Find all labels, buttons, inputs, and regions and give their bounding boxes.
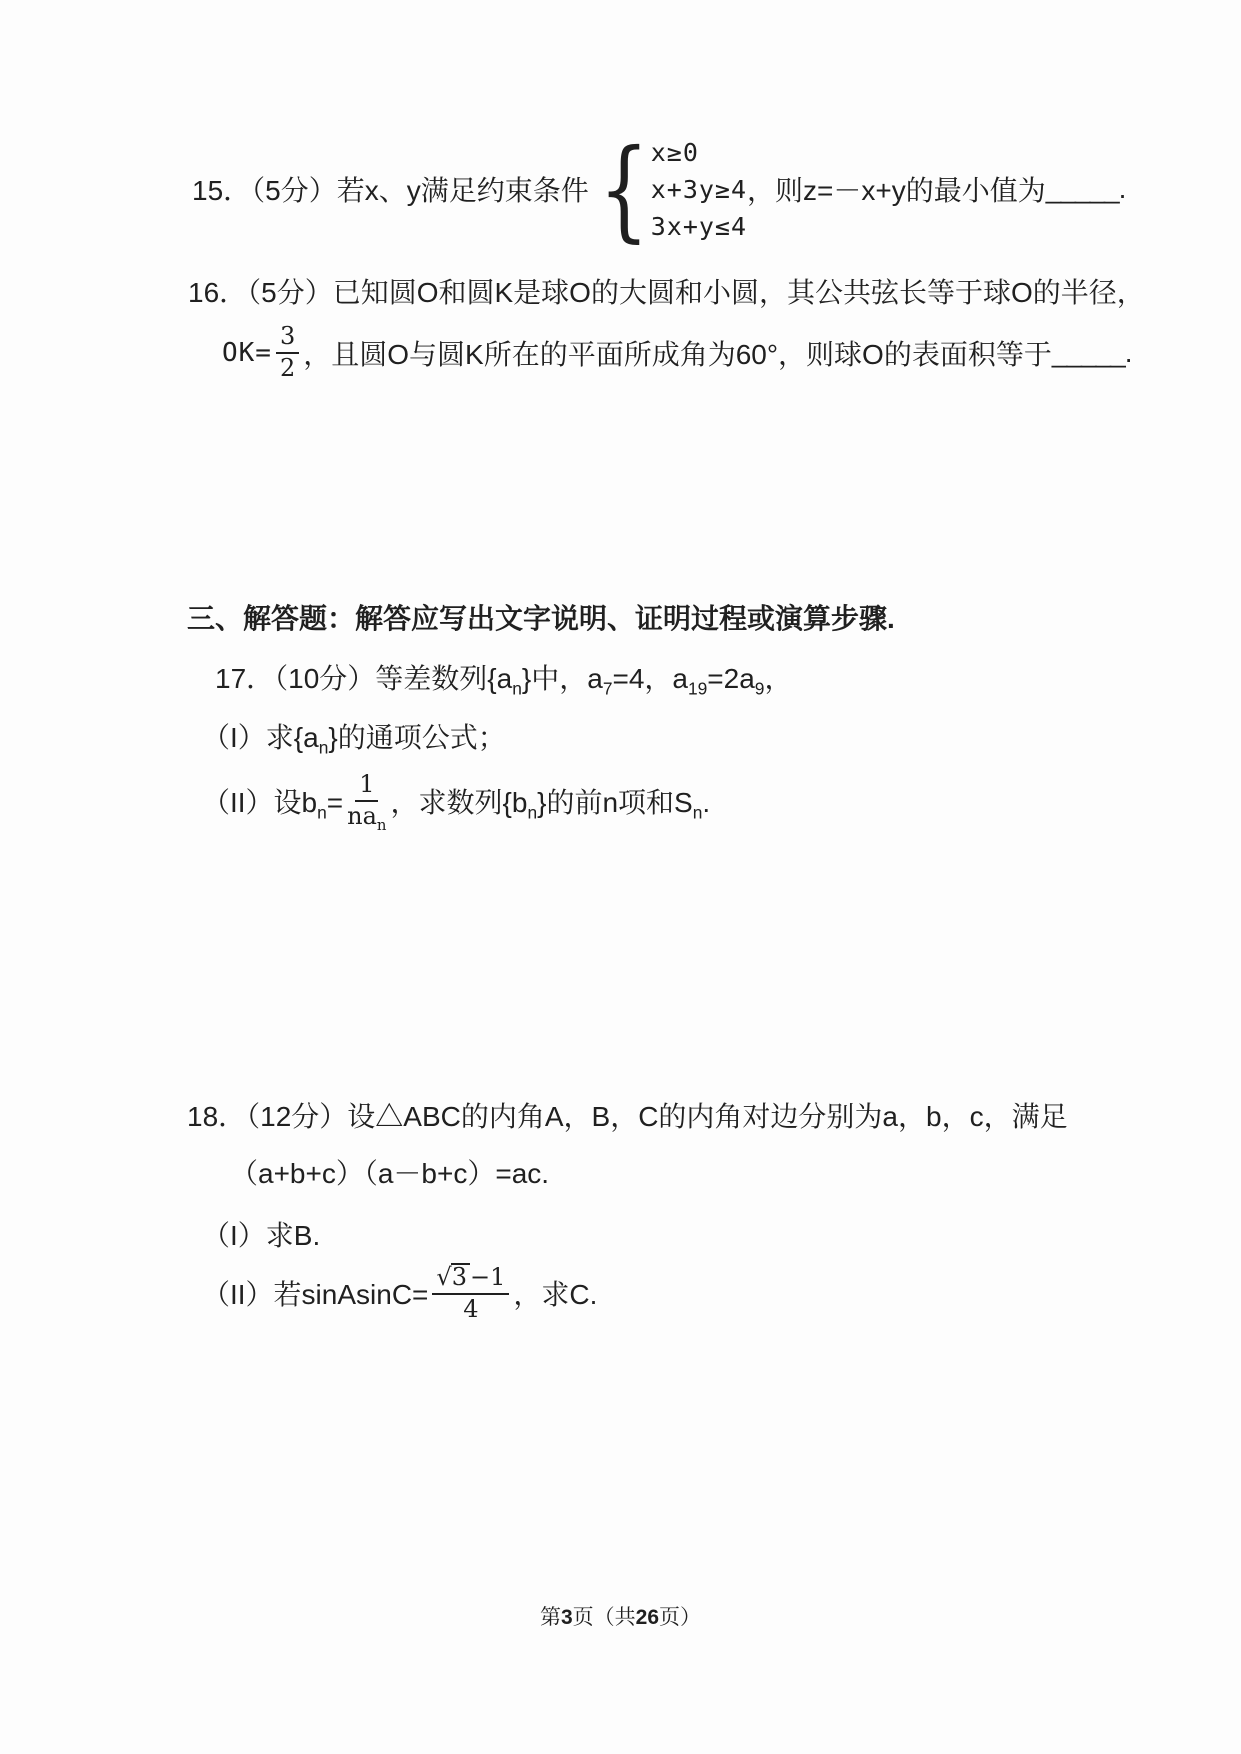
problem-16-rest: ，且圆O与圆K所在的平面所成角为60°，则球O的表面积等于 <box>303 339 1052 370</box>
constraint-line: 3x+y≤4 <box>650 211 748 241</box>
period: . <box>1124 337 1133 368</box>
problem-17-part2 <box>202 770 711 834</box>
period: . <box>1118 173 1127 204</box>
denominator: 4 <box>463 1294 479 1323</box>
footer-text: 页） <box>659 1606 702 1629</box>
problem-18-part2 <box>202 1263 597 1323</box>
problem-18-part2-pre: （II）若sinAsinC= <box>202 1279 429 1310</box>
problem-15-suffix: ，则z=－x+y的最小值为 <box>747 175 1046 206</box>
constraint-line: x+3y≥4 <box>650 174 748 204</box>
problem-18-line1: 18．（12分）设△ABC的内角A，B，C的内角对边分别为a，b，c，满足 <box>187 1101 1068 1132</box>
fraction <box>432 1263 509 1323</box>
footer-text: 第 <box>539 1606 561 1629</box>
problem-16-line2 <box>222 322 1133 382</box>
problem-15-text: 15．（5分）若x、y满足约束条件 <box>192 175 589 206</box>
numerator: 3 <box>276 323 299 354</box>
problem-16-line1: 16．（5分）已知圆O和圆K是球O的大圆和小圆，其公共弦长等于球O的半径， <box>188 277 1145 308</box>
ok-label: OK= <box>222 338 272 368</box>
denominator: $na_n$ <box>347 802 387 834</box>
section-header: 三、解答题：解答应写出文字说明、证明过程或演算步骤. <box>187 603 895 634</box>
problem-17-part2-pre: （II）设$b_n=$ <box>202 787 344 823</box>
problem-18-part1: （I）求B. <box>202 1220 321 1251</box>
answer-blank: _____ <box>1051 337 1125 368</box>
problem-18-part2-post: ，求C. <box>513 1279 598 1310</box>
constraint-line: x≥0 <box>650 137 699 167</box>
constraint-system <box>651 134 747 245</box>
denominator: 2 <box>279 354 296 382</box>
problem-17-line1: 17．（10分）等差数列$\{a_n\}$中，$a_7=4$，$a_{19}=2a_9$， <box>215 663 793 699</box>
problem-18-line2: （a+b+c）（a－b+c）=ac. <box>230 1158 550 1189</box>
left-brace: { <box>598 125 649 253</box>
problem-17-part2-post: ，求数列$\{b_n\}$的前n项和$S_n$. <box>390 787 711 823</box>
answer-blank: _____ <box>1045 173 1119 204</box>
fraction <box>276 323 299 382</box>
numerator-sqrt: √3 −1 <box>432 1263 509 1295</box>
page-footer <box>0 1601 1241 1631</box>
problem-15 <box>192 125 1127 253</box>
problem-17-part1: （I）求$\{a_n\}$的通项公式； <box>202 722 506 758</box>
page-number: 3 <box>560 1606 573 1629</box>
fraction <box>347 770 387 834</box>
total-pages: 26 <box>635 1606 660 1629</box>
footer-text: 页（共 <box>572 1606 636 1629</box>
numerator: 1 <box>355 771 378 802</box>
